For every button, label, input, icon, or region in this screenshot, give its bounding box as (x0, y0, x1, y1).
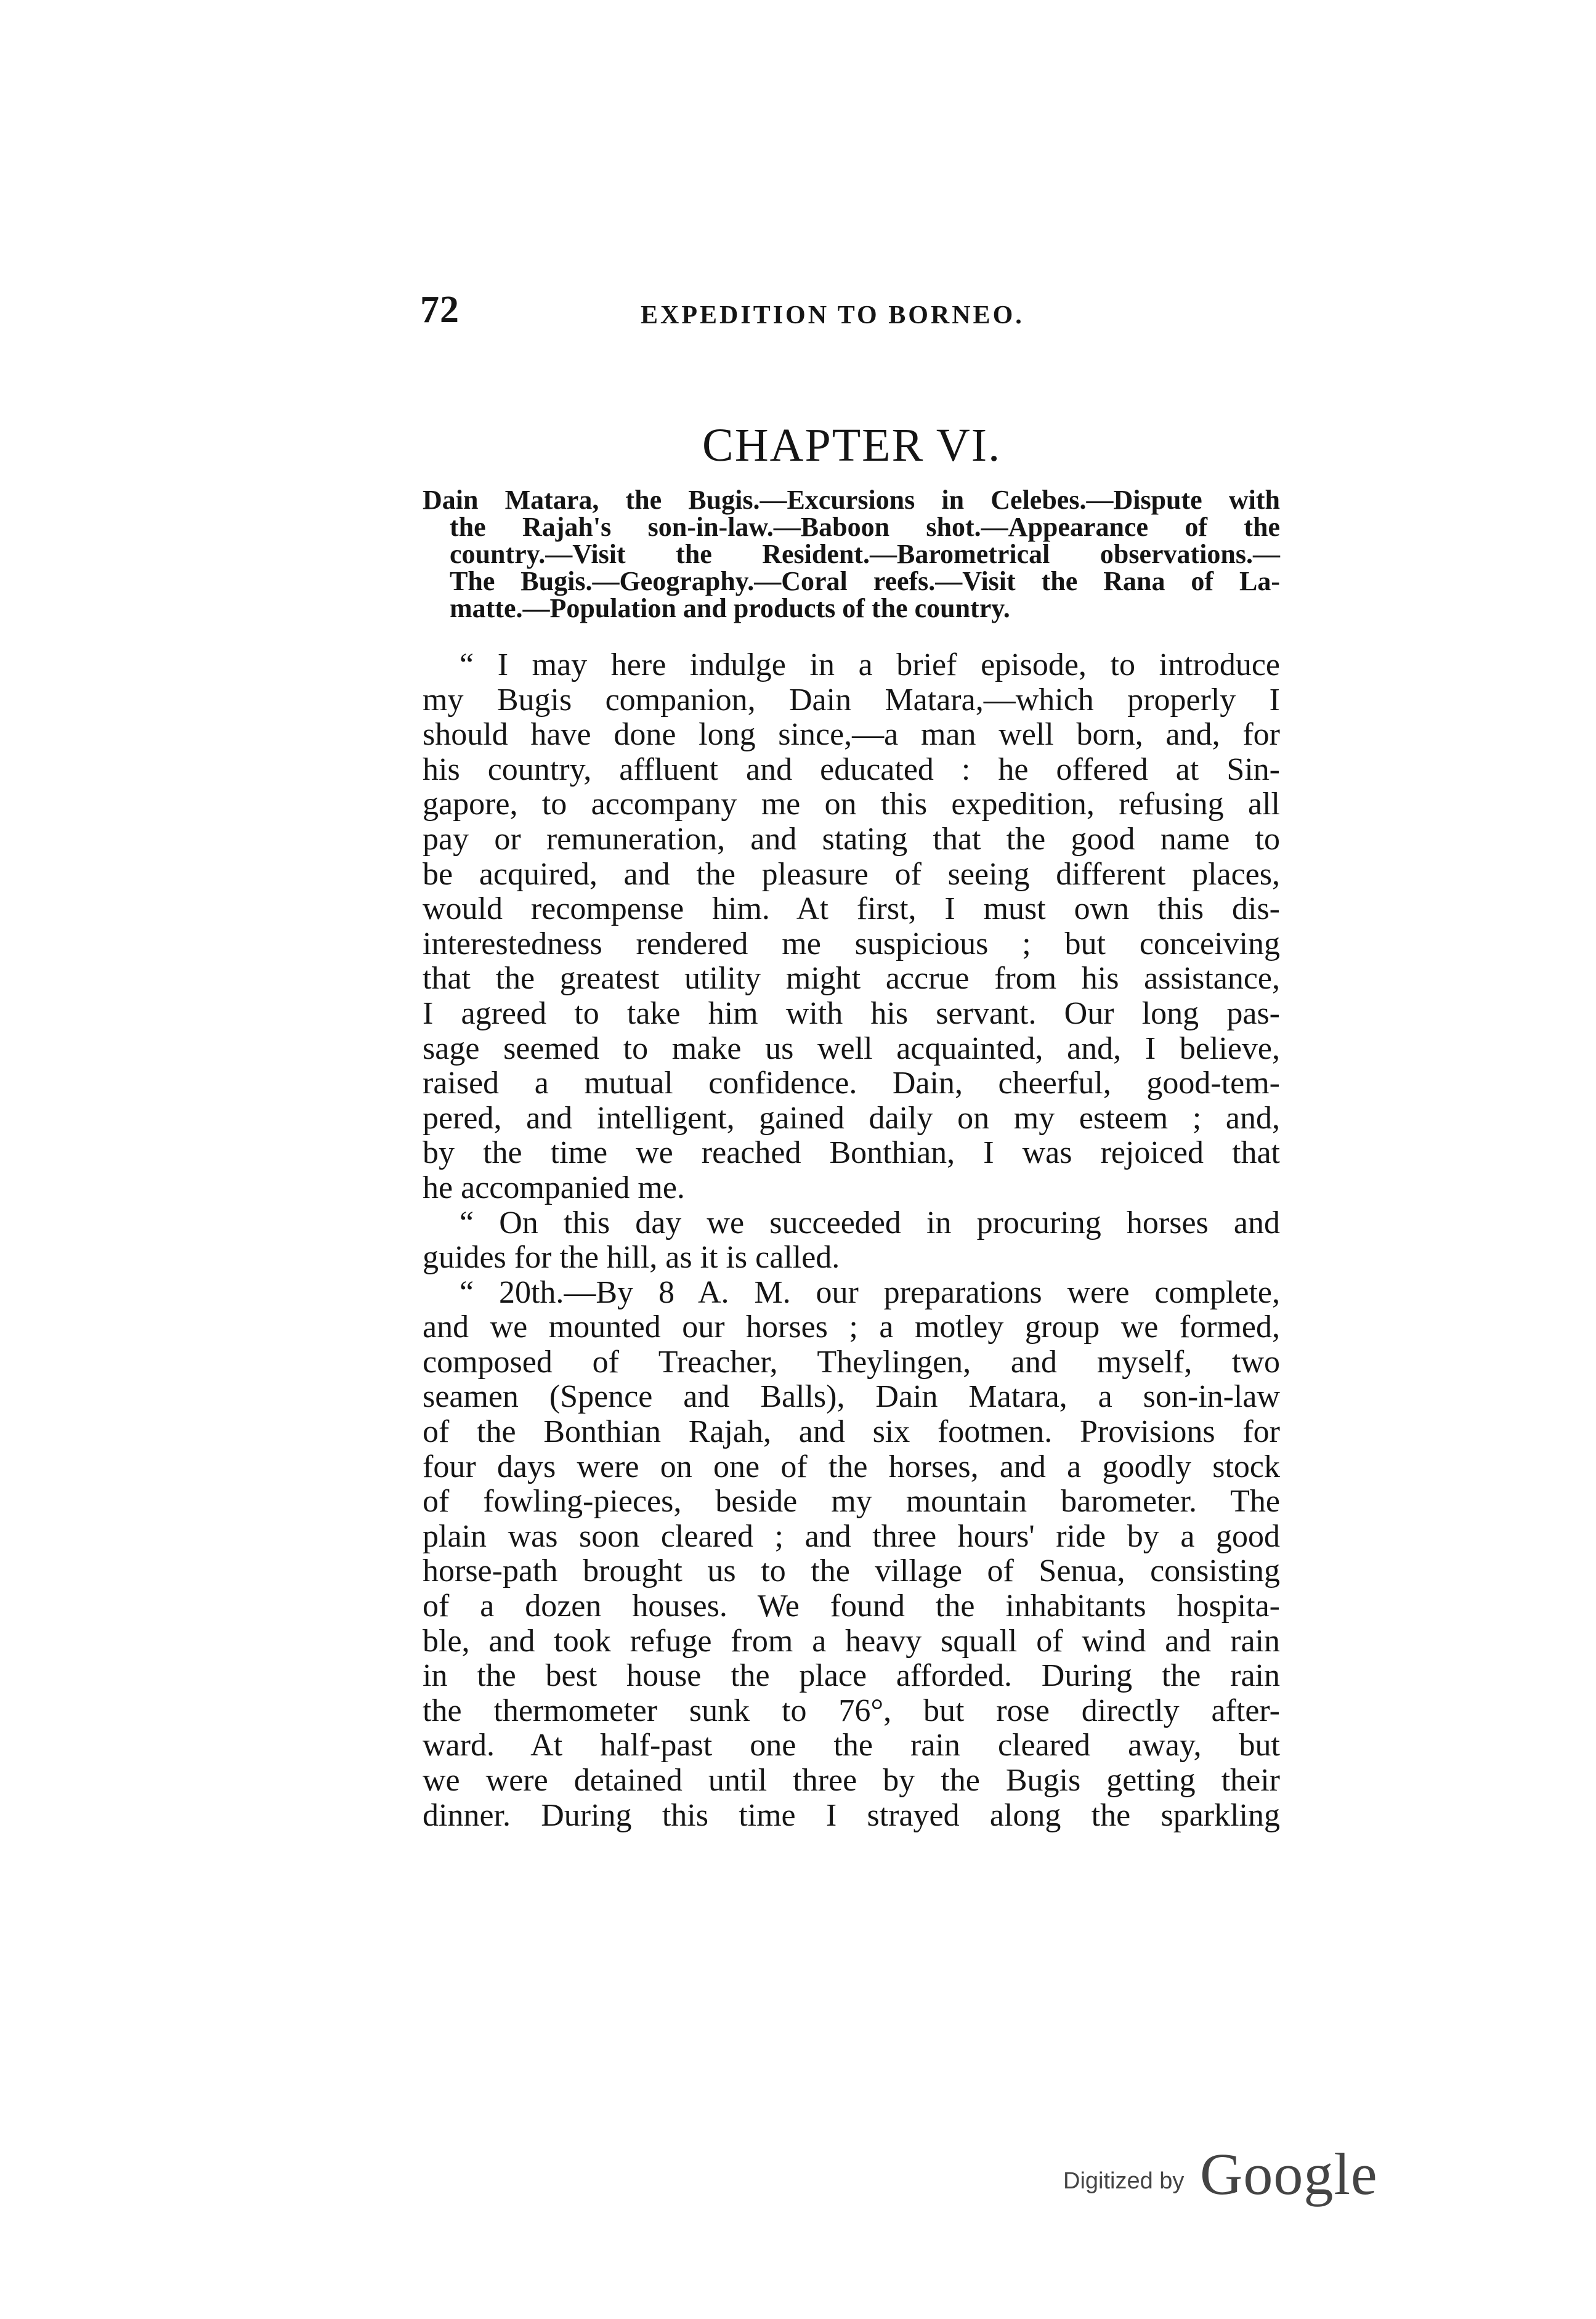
text-line: gapore, to accompany me on this expedition, refusing all (423, 787, 1280, 822)
text-line: four days were on one of the horses, and a goodly stock (423, 1449, 1280, 1484)
text-line: ble, and took refuge from a heavy squall of wind and rain (423, 1623, 1280, 1659)
text-line: be acquired, and the pleasure of seeing different places, (423, 856, 1280, 892)
running-head (420, 288, 1282, 338)
text-line: interestedness rendered me suspicious ; but conceiving (423, 926, 1280, 961)
text-line: my Bugis companion, Dain Matara,—which properly I (423, 682, 1280, 718)
text-line: pay or remuneration, and stating that the good name to (423, 821, 1280, 857)
text-line: that the greatest utility might accrue from his assistance, (423, 961, 1280, 997)
text-line: of a dozen houses. We found the inhabitants hospita- (423, 1588, 1280, 1624)
text-line: I agreed to take him with his servant. Our long pas- (423, 995, 1280, 1031)
chapter-synopsis (423, 487, 1280, 622)
text-line: ward. At half-past one the rain cleared away, but (423, 1728, 1280, 1763)
text-line: composed of Treacher, Theylingen, and myself, two (423, 1344, 1280, 1380)
text-line: we were detained until three by the Bugis getting their (423, 1763, 1280, 1798)
text-line: sage seemed to make us well acquainted, and, I believe, (423, 1030, 1280, 1066)
synopsis-line: matte.—Population and products of the country. (450, 593, 1010, 623)
page-number: 72 (420, 289, 460, 331)
text-line: dinner. During this time I strayed along the sparkling (423, 1797, 1280, 1833)
text-line: and we mounted our horses ; a motley group we formed, (423, 1309, 1280, 1345)
text-line: “ On this day we succeeded in procuring horses and (460, 1205, 1280, 1240)
text-line: “ I may here indulge in a brief episode, to introduce (460, 647, 1280, 682)
watermark-prefix: Digitized by (1063, 2168, 1185, 2194)
text-line: raised a mutual confidence. Dain, cheerful, good-tem- (423, 1066, 1280, 1101)
text-line: should have done long since,—a man well born, and, for (423, 717, 1280, 753)
text-line: would recompense him. At first, I must own this dis- (423, 891, 1280, 927)
text-line: seamen (Spence and Balls), Dain Matara, a son-in-law (423, 1379, 1280, 1415)
running-title: EXPEDITION TO BORNEO. (641, 301, 1024, 330)
text-line: of fowling-pieces, beside my mountain barometer. The (423, 1484, 1280, 1520)
text-line: his country, affluent and educated : he offered at Sin- (423, 751, 1280, 787)
text-line: the thermometer sunk to 76°, but rose directly after- (423, 1693, 1280, 1728)
text-line: in the best house the place afforded. During the rain (423, 1658, 1280, 1694)
text-line: of the Bonthian Rajah, and six footmen. Provisions for (423, 1414, 1280, 1450)
digitized-by-watermark (1063, 2140, 1408, 2207)
text-line: guides for the hill, as it is called. (423, 1240, 840, 1276)
synopsis-line: the Rajah's son-in-law.—Baboon shot.—Appearance of the (450, 512, 1280, 542)
text-line: horse-path brought us to the village of Senua, consisting (423, 1553, 1280, 1589)
chapter-heading: CHAPTER VI. (702, 419, 1002, 471)
google-logo: Google (1200, 2141, 1378, 2207)
text-line: “ 20th.—By 8 A. M. our preparations were complete, (460, 1274, 1280, 1310)
text-line: he accompanied me. (423, 1170, 685, 1205)
text-line: by the time we reached Bonthian, I was rejoiced that (423, 1135, 1280, 1171)
synopsis-line: The Bugis.—Geography.—Coral reefs.—Visit the Rana of La- (450, 566, 1280, 596)
synopsis-line: country.—Visit the Resident.—Barometrical observations.— (450, 539, 1280, 569)
body-text (423, 648, 1280, 1833)
synopsis-line: Dain Matara, the Bugis.—Excursions in Celebes.—Dispute with (423, 485, 1280, 515)
text-line: plain was soon cleared ; and three hours' ride by a good (423, 1518, 1280, 1554)
text-line: pered, and intelligent, gained daily on my esteem ; and, (423, 1100, 1280, 1136)
